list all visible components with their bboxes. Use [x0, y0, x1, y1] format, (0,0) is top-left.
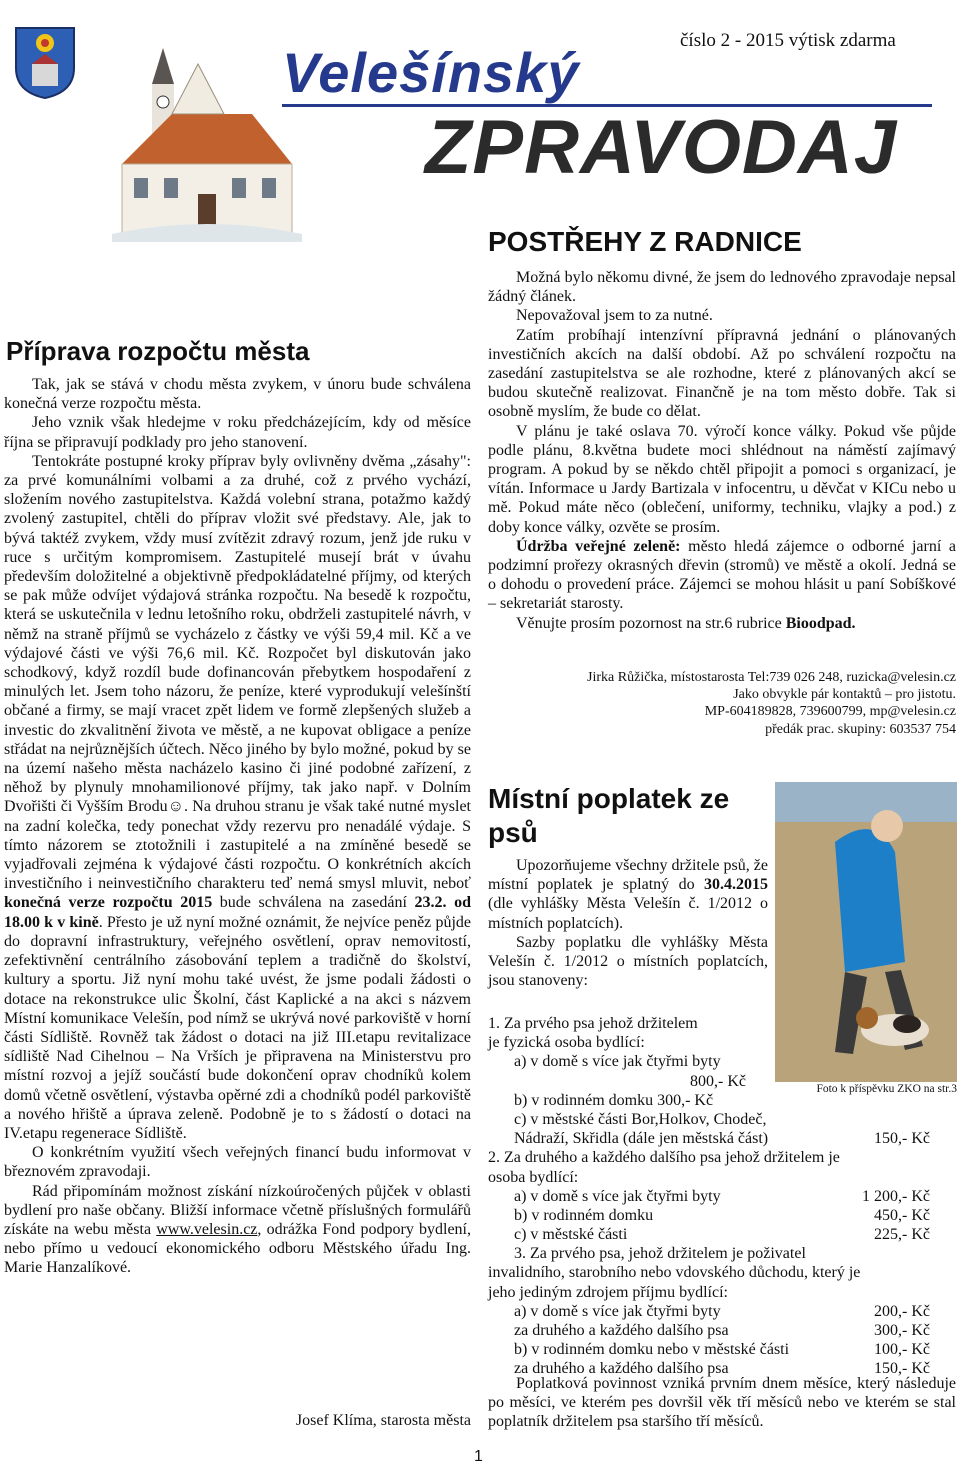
paragraph: Zatím probíhají intenzívní přípravná jednání o plánovaných investičních akcích na další období. Až po schválení rozpočtu na zasedání zastupitelstva se ale rozhodne, které z plánovaných akcí se budou skutečně realizovat. Finančně je na tom město dobře. Tak si osobně myslím, že bude co dělat. — [488, 326, 956, 421]
contact-line: předák prac. skupiny: 603537 754 — [765, 721, 956, 737]
town-hall-image — [112, 44, 302, 242]
dog-fee-intro — [488, 856, 768, 990]
list-item: 3. Za prvého psa, jehož držitelem je poživatel — [514, 1245, 806, 1263]
masthead-subtitle: ZPRAVODAJ — [425, 105, 898, 190]
list-item: je fyzická osoba bydlící: — [488, 1034, 645, 1052]
list-item: 1. Za prvého psa jehož držitelem — [488, 1015, 698, 1032]
paragraph: Nepovažoval jsem to za nutné. — [516, 307, 713, 325]
contacts-block — [488, 669, 956, 738]
author-signature: Josef Klíma, starosta města — [295, 1412, 471, 1429]
masthead-title: Velešínský — [282, 41, 580, 104]
list-item: 2. Za druhého a každého dalšího psa jehož držitelem je — [488, 1149, 840, 1167]
list-item: c) v městské části Bor,Holkov, Chodeč, — [514, 1110, 767, 1128]
list-item: b) v rodinném domku 300,- Kč — [514, 1091, 714, 1109]
paragraph: Jeho vznik však hledejme v roku předcházejícím, kdy od měsíce října se připravují podklady pro jeho stanovení. — [4, 414, 471, 451]
list-item: b) v rodinném domku 450,- Kč — [514, 1206, 930, 1224]
contact-line: Jirka Růžička, místostarosta Tel:739 026 248, ruzicka@velesin.cz — [587, 670, 956, 685]
paragraph: Věnujte prosím pozornost na str.6 rubrice Bioodpad. — [516, 614, 856, 632]
paragraph: Možná bylo někomu divné, že jsem do lednového zpravodaje nepsal žádný článek. — [488, 269, 956, 306]
paragraph: Údržba veřejné zeleně: město hledá zájemce o odborné jarní a podzimní prořezy okrasných dřevin (stromů) ve městě a okolí. Jedná se o dohodu o provedení práce. Zájemci se mohou hlásit u paní Sobíškové – sekretariát starosty. — [488, 537, 956, 613]
dog-fee-heading: Místní poplatek ze psů — [488, 783, 730, 848]
page-number: 1 — [474, 1448, 483, 1465]
budget-article — [4, 375, 471, 1278]
list-item: 800,- Kč — [690, 1072, 746, 1090]
contact-line: MP-604189828, 739600799, mp@velesin.cz — [704, 704, 956, 720]
paragraph: Poplatková povinnost vzniká prvním dnem měsíce, který následuje po měsíci, ve kterém pes dovršil věk tří měsíců nebo ve kterém se stal poplatník držitelem psa staršího tří měsíců. — [488, 1375, 956, 1431]
list-item: osoba bydlící: — [488, 1168, 579, 1186]
paragraph: O konkrétním využití všech veřejných financí budu informovat v březnovém zpravodaji. — [4, 1144, 471, 1181]
townhall-heading: POSTŘEHY Z RADNICE — [488, 226, 802, 257]
paragraph: Tak, jak se stává v chodu města zvykem, v únoru bude schválena konečná verze rozpočtu města. — [4, 376, 471, 413]
paragraph: Tentokráte postupné kroky příprav byly ovlivněny dvěma „zásahy": za prvé komunálními volbami a za druhé, což z prvého vychází, složením nového zastupitelstva. Každá volební strana, potažmo každý zvolený zastupitel, chtěli do příprav vložit své představy. Ale, jak to bývá taktéž zvykem, vždy musí zvítězit zdravý rozum, jenž jde ruku v ruce s určitým kompromisem. Zastupitelé musejí brát v úvahu především doložitelné a objektivně předpokládatelné příjmy, od kterých se pak může odvíjet výdajová stránka rozpočtu. Na besedě k rozpočtu, která se uskutečnila v lednu letošního roku, obdrželi zastupitelé návrh, v němž na straně příjmů se vycházelo z částky ve výši 59,4 mil. Kč a ve výdajové části ve výši 76,6 mil. Kč. Rozpočet byl diskutován jako schodkový, když rozdíl bude dofinancován přebytkem hospodaření z minulých let. Jsem toho názoru, že peníze, které vyprodukují velešínští občané a firmy, se mají vracet zpět lidem ve formě zlepšených služeb a investic do zkvalitnění života ve městě, a ne kupovat obligace a peníze střádat na nejrůznějších účtech. Něco jiného by bylo možné, pokud by se na území našeho města nacházelo kasino či jiné podobné zařízení, z něhož by plynuly mnohamilionové příjmy, tak jako např. v Dolním Dvořišti či Vyšším Brodu☺. Na druhou stranu je však také nutné myslet na zadní kolečka, tedy ponechat vždy rezervu pro nenadálé výdaje. S tímto názorem se ztotožnili i zastupitelé a na zmíněné besedě se vyjadřovali zejména k výdajové části rozpočtu. O konkrétních akcích investičního i neinvestičního charakteru teď nemá smysl mluvit, neboť konečná verze rozpočtu 2015 bude schválena na zasedání 23.2. od 18.00 k v kině. Přesto je už nyní možné oznámit, že nejvíce peněz půjde do dopravní infrastruktury, veřejného osvětlení, oprav nemovitostí, zefektivnění centrálního zásobování teplem a tradičně do školství, kultury a sportu. Již nyní mohu také uvést, že jsme podali žádosti o dotace na rekonstrukce ulic Školní, část Kaplické a na akci s názvem Místní komunikace Velešín, pod nímž se ukrývá nové parkoviště v horní části Sídliště. Rovněž tak žádost o dotaci na již III.etapu revitalizace sídliště Nad Cihelnou – Na Vrších je připravena na Ministerstvu pro místní rozvoj a jejíž součástí bude dokončení oprav chodníků kolem domů včetně osvětlení, výstavba opěrné zdi a chodníků podél parkoviště a nového hřiště a úprava zeleně. Podobně je to s žádostí o dotaci na IV.etapu regenerace Sídliště. — [4, 452, 472, 1142]
list-item: Nádraží, Skřidla (dále jen městská část) 150,- Kč — [514, 1130, 930, 1148]
paragraph: Rád připomínám možnost získání nízkoúročených půjček v oblasti bydlení pro naše občany. Bližší informace včetně příslušných formulářů získáte na webu města www.velesin.cz, odrážka Fond podpory bydlení, nebo přímo u vedoucí ekonomického odboru Městského úřadu Ing. Marie Hanzalíkové. — [4, 1182, 471, 1277]
fee-rates-list — [488, 1014, 956, 1379]
list-item: invalidního, starobního nebo vdovského důchodu, který je — [488, 1264, 861, 1282]
list-item: a) v domě s více jak čtyřmi byty 1 200,- Kč — [514, 1187, 930, 1205]
list-item: a) v domě s více jak čtyřmi byty 200,- Kč — [514, 1302, 930, 1320]
paragraph: V plánu je také oslava 70. výročí konce války. Pokud vše půjde podle plánu, 8.května budete moci shlédnout na náměstí zajímavý program. A pokud by se někdo chtěl připojit a pomoci s organizací, je vítán. Informace u Jardy Bartizala v infocentru, u děvčat v KICu nebo u mě. Pokud máte něco (oblečení, uniformy, techniku, vlajky a pod.) z doby konce války, ozvěte se prosím. — [488, 422, 956, 536]
fee-obligation-paragraph — [488, 1374, 956, 1432]
issue-label: číslo 2 - 2015 výtisk zdarma — [680, 30, 896, 51]
list-item: za druhého a každého dalšího psa 150,- Kč — [514, 1360, 930, 1378]
website-link[interactable]: www.velesin.cz — [156, 1220, 258, 1238]
list-item: c) v městské části 225,- Kč — [514, 1226, 930, 1244]
paragraph: Sazby poplatku dle vyhlášky Města Velešín č. 1/2012 o místních poplatcích, jsou stanoveny: — [488, 933, 768, 990]
budget-heading: Příprava rozpočtu města — [6, 336, 310, 366]
paragraph: Upozorňujeme všechny držitele psů, že místní poplatek je splatný do 30.4.2015 (dle vyhlášky Města Velešín č. 1/2012 o místních poplatcích). — [488, 857, 768, 932]
contact-line: Jako obvykle pár kontaktů – pro jistotu. — [733, 687, 956, 703]
list-item: za druhého a každého dalšího psa 300,- Kč — [514, 1322, 930, 1339]
town-crest-icon — [14, 26, 76, 100]
townhall-article — [488, 268, 956, 633]
list-item: a) v domě s více jak čtyřmi byty — [514, 1053, 721, 1071]
smiley-icon: ☺ — [167, 798, 184, 816]
photo-caption: Foto k příspěvku ZKO na str.3 — [816, 1083, 957, 1095]
list-item: jeho jediným zdrojem příjmu bydlící: — [488, 1283, 728, 1301]
list-item: b) v rodinném domku nebo v městské části 100,- Kč — [514, 1341, 930, 1359]
